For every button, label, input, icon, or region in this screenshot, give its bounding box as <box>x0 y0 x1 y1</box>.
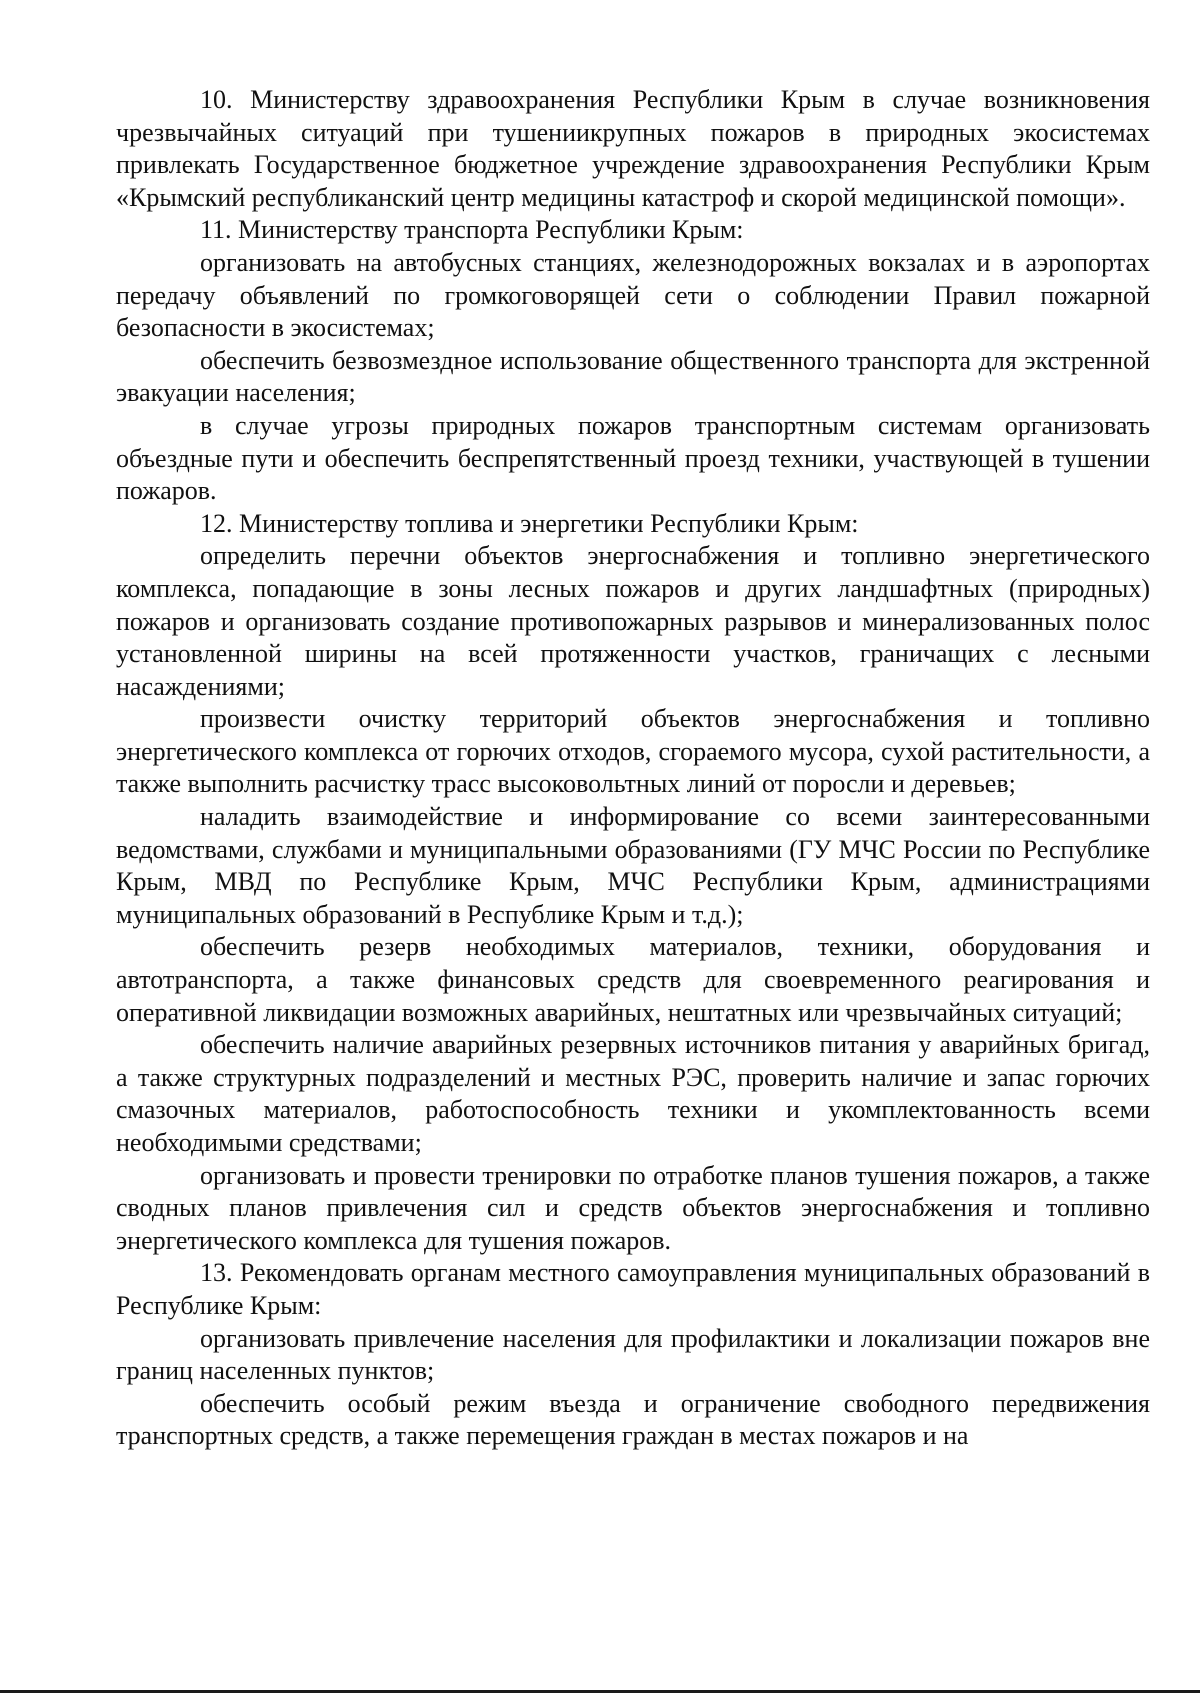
paragraph-energy-power-sources: обеспечить наличие аварийных резервных источников питания у аварийных бригад, а также структурных подразделений и местных РЭС, проверить наличие и запас горючих смазочных материалов, работоспособность техники и укомплектованность всеми необходимыми средствами; <box>116 1030 1150 1157</box>
paragraph-item-10: 10. Министерству здравоохранения Республики Крым в случае возникновения чрезвычайных ситуаций при тушениикрупных пожаров в природных экосистемах привлекать Государственное бюджетное учреждение здравоохранения Республики Крым «Крымский республиканский центр медицины катастроф и скорой медицинской помощи». <box>116 85 1150 212</box>
paragraph-transport-evacuation: обеспечить безвозмездное использование общественного транспорта для экстренной эвакуации населения; <box>116 345 1150 408</box>
paragraph-energy-training: организовать и провести тренировки по отработке планов тушения пожаров, а также сводных планов привлечения сил и средств объектов энергоснабжения и топливно энергетического комплекса для тушения пожаров. <box>116 1160 1150 1255</box>
paragraph-item-11-heading: 11. Министерству транспорта Республики Крым: <box>200 215 744 245</box>
paragraph-energy-lists: определить перечни объектов энергоснабжения и топливно энергетического комплекса, попадающие в зоны лесных пожаров и других ландшафтных (природных) пожаров и организовать создание противопожарных разрывов и минерализованных полос установленной ширины на всей протяженности участков, граничащих с лесными насаждениями; <box>116 541 1150 701</box>
paragraph-energy-cooperation: наладить взаимодействие и информирование со всеми заинтересованными ведомствами, службами и муниципальными образованиями (ГУ МЧС России по Республике Крым, МВД по Республике Крым, МЧС Республики Крым, администрациями муниципальных образований в Республике Крым и т.д.); <box>116 802 1150 929</box>
paragraph-item-12-heading: 12. Министерству топлива и энергетики Республики Крым: <box>200 508 859 538</box>
document-page <box>116 84 1150 1453</box>
paragraph-item-13-heading: 13. Рекомендовать органам местного самоуправления муниципальных образований в Республике Крым: <box>116 1258 1150 1320</box>
paragraph-transport-detours: в случае угрозы природных пожаров транспортным системам организовать объездные пути и обеспечить беспрепятственный проезд техники, участвующей в тушении пожаров. <box>116 410 1150 506</box>
page-bottom-rule <box>0 1690 1200 1693</box>
paragraph-energy-reserve: обеспечить резерв необходимых материалов, техники, оборудования и автотранспорта, а также финансовых средств для своевременного реагирования и оперативной ликвидации возможных аварийных, нештатных или чрезвычайных ситуаций; <box>116 932 1150 1027</box>
paragraph-energy-cleaning: произвести очистку территорий объектов энергоснабжения и топливно энергетического комплекса от горючих отходов, сгораемого мусора, сухой растительности, а также выполнить расчистку трасс высоковольтных линий от поросли и деревьев; <box>116 704 1150 799</box>
paragraph-local-population: организовать привлечение населения для профилактики и локализации пожаров вне границ населенных пунктов; <box>116 1323 1150 1386</box>
paragraph-local-entry-regime: обеспечить особый режим въезда и ограничение свободного передвижения транспортных средств, а также перемещения граждан в местах пожаров и на <box>116 1388 1150 1451</box>
paragraph-transport-announcements: организовать на автобусных станциях, железнодорожных вокзалах и в аэропортах передачу объявлений по громкоговорящей сети о соблюдении Правил пожарной безопасности в экосистемах; <box>116 247 1150 343</box>
